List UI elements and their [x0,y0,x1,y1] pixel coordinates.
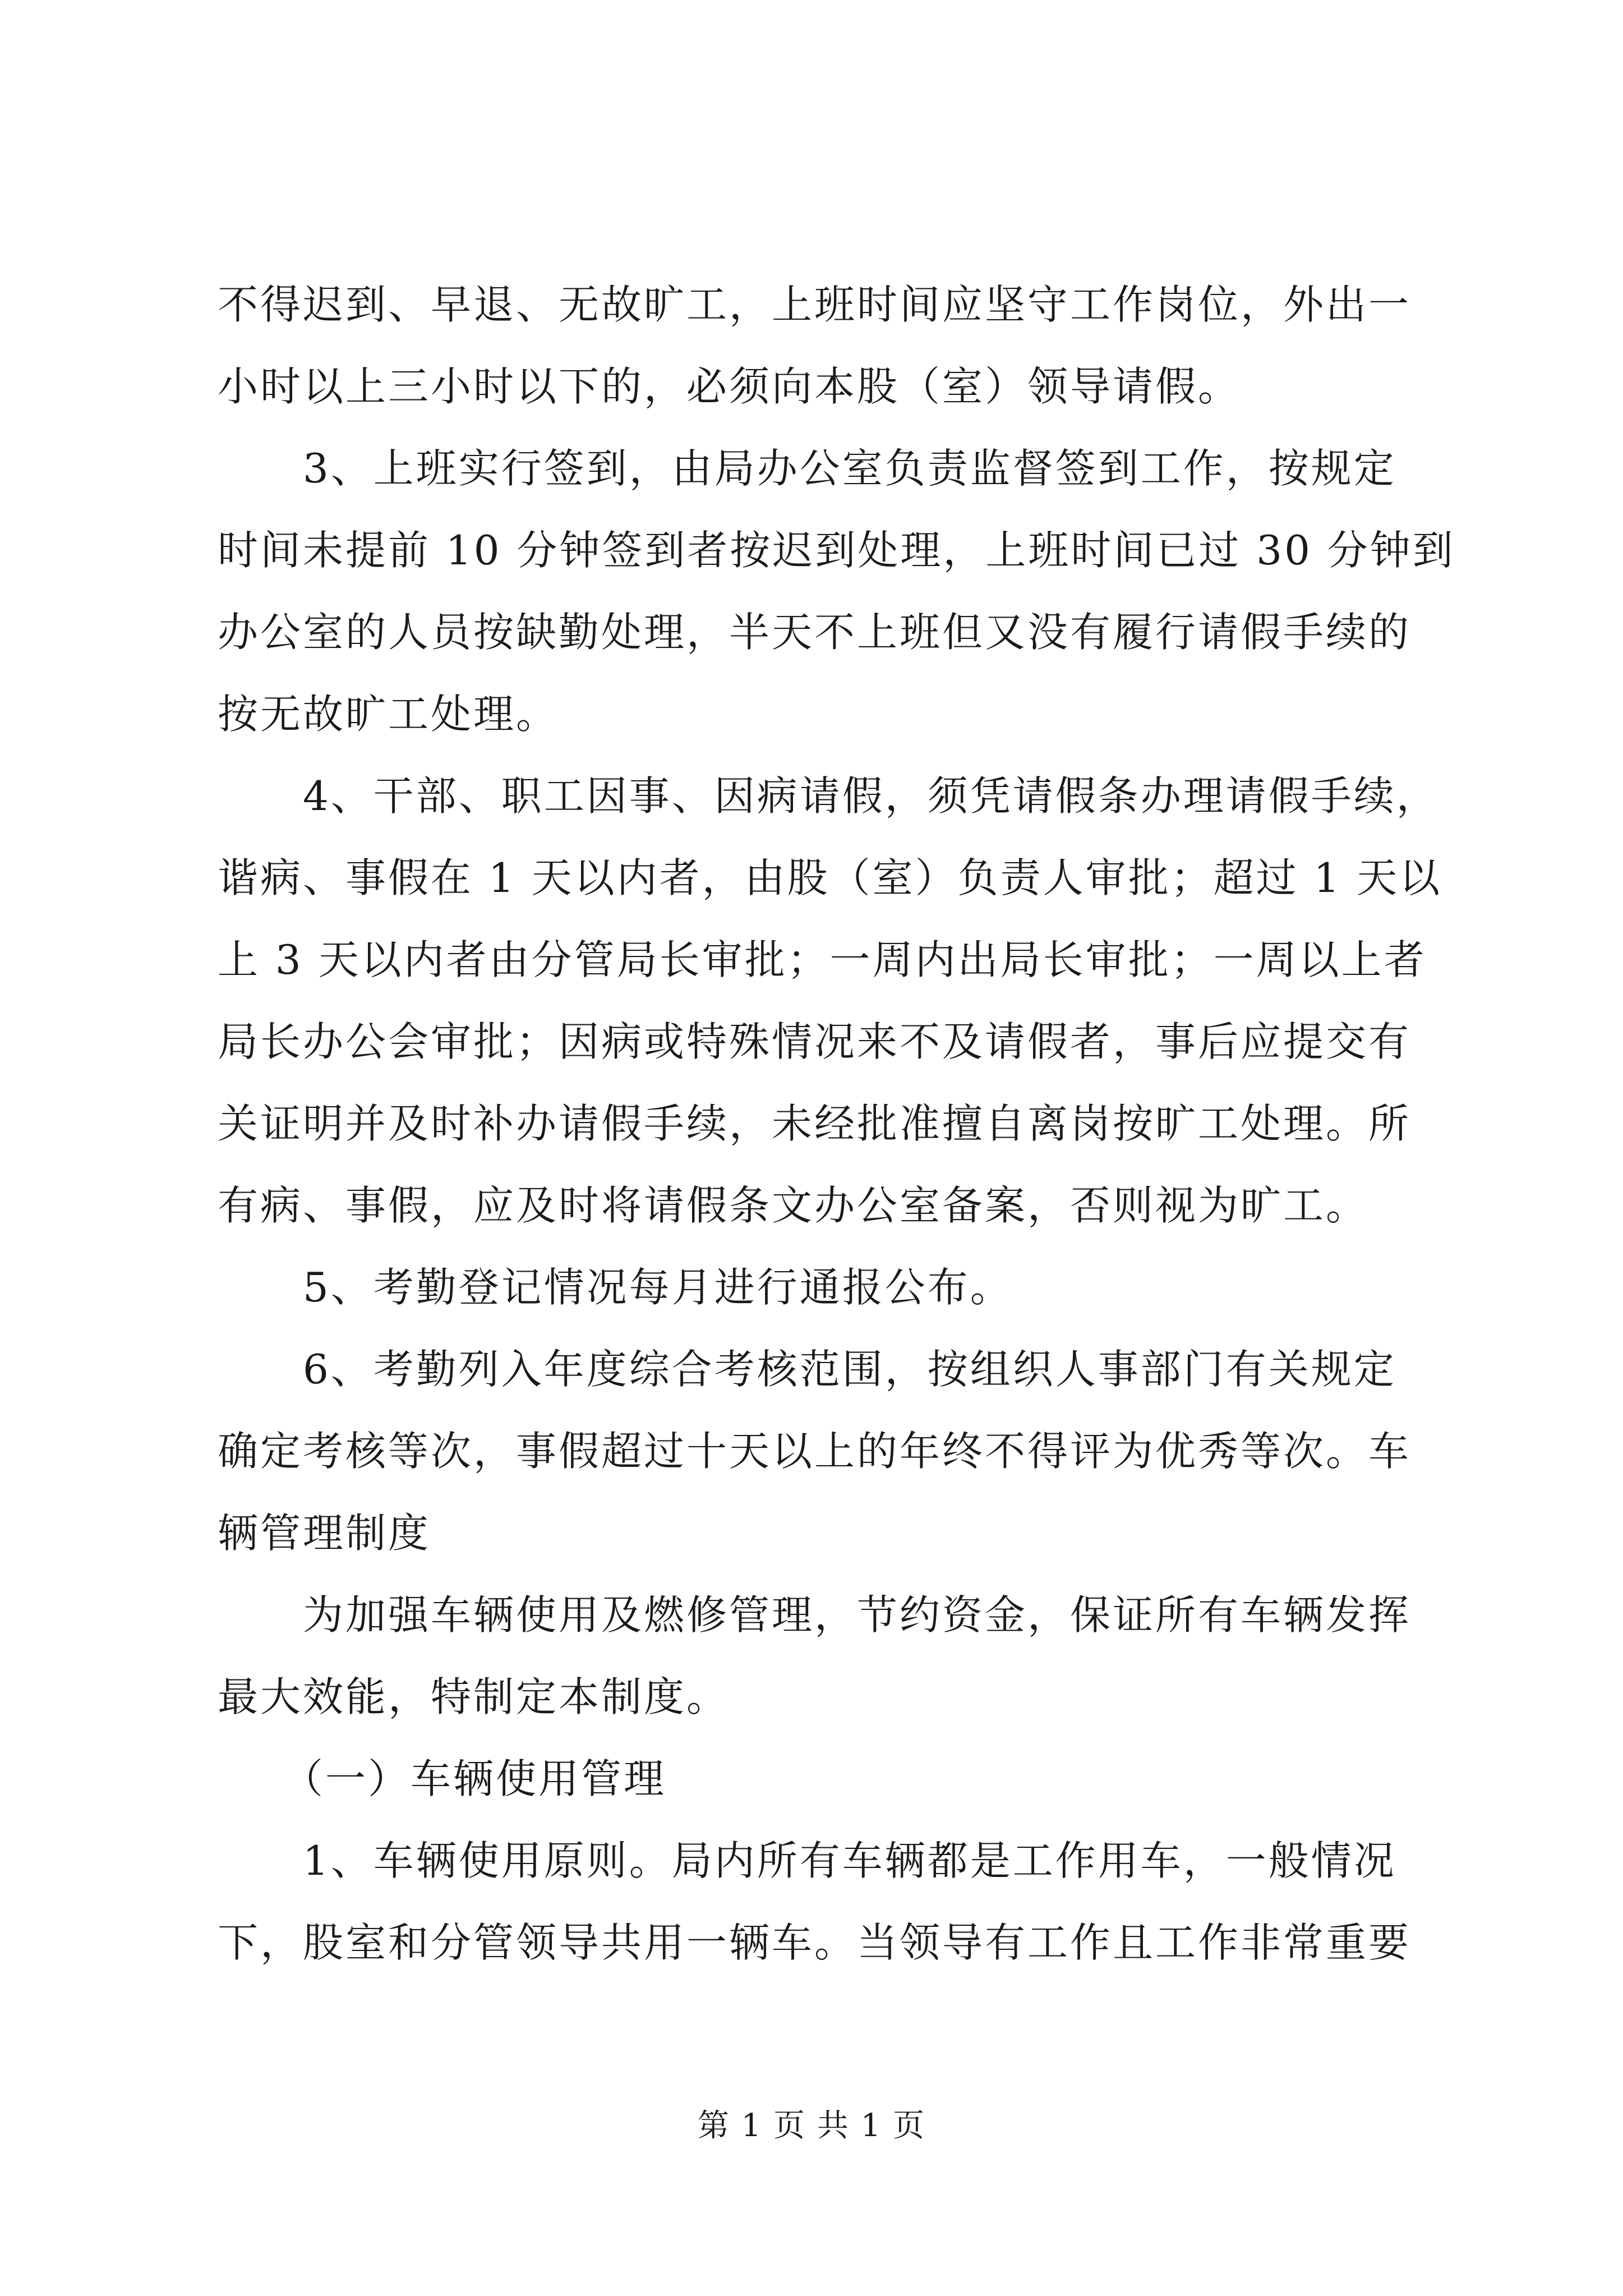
text-line: 为加强车辆使用及燃修管理，节约资金，保证所有车辆发挥 [218,1591,1412,1639]
page-footer: 第 1 页 共 1 页 [697,2108,926,2144]
text-line: 上 3 天以内者由分管局长审批；一周内出局长审批；一周以上者 [218,936,1427,983]
text-line: 时间未提前 10 分钟签到者按迟到处理，上班时间已过 30 分钟到 [218,527,1455,574]
text-line: 3、上班实行签到，由局办公室负责监督签到工作，按规定 [218,445,1396,492]
text-line: 不得迟到、早退、无故旷工，上班时间应坚守工作岗位，外出一 [218,281,1412,328]
text-line: 5、考勤登记情况每月进行通报公布。 [218,1264,1013,1311]
text-line: 最大效能，特制定本制度。 [218,1673,730,1720]
text-line: 1、车辆使用原则。局内所有车辆都是工作用车，一般情况 [218,1837,1396,1884]
text-line: 下，股室和分管领导共用一辆车。当领导有工作且工作非常重要 [218,1919,1412,1966]
text-line: 6、考勤列入年度综合考核范围，按组织人事部门有关规定 [218,1346,1396,1393]
text-line: 小时以上三小时以下的，必须向本股（室）领导请假。 [218,363,1241,410]
text-line: 有病、事假，应及时将请假条文办公室备案，否则视为旷工。 [218,1182,1369,1229]
text-line: 确定考核等次，事假超过十天以上的年终不得评为优秀等次。车 [218,1428,1412,1475]
text-line: 按无故旷工处理。 [218,691,559,738]
document-body [218,264,1455,1984]
text-line: 4、干部、职工因事、因病请假，须凭请假条办理请假手续， [218,772,1439,820]
text-line: 办公室的人员按缺勤处理，半天不上班但又没有履行请假手续的 [218,609,1412,656]
text-line: 局长办公会审批；因病或特殊情况来不及请假者，事后应提交有 [218,1018,1412,1065]
text-line: 谐病、事假在 1 天以内者，由股（室）负责人审批；超过 1 天以 [218,854,1442,901]
text-line: 辆管理制度 [218,1510,431,1557]
text-line: 关证明并及时补办请假手续，未经批准擅自离岗按旷工处理。所 [218,1100,1412,1147]
text-line: （一）车辆使用管理 [218,1755,667,1802]
